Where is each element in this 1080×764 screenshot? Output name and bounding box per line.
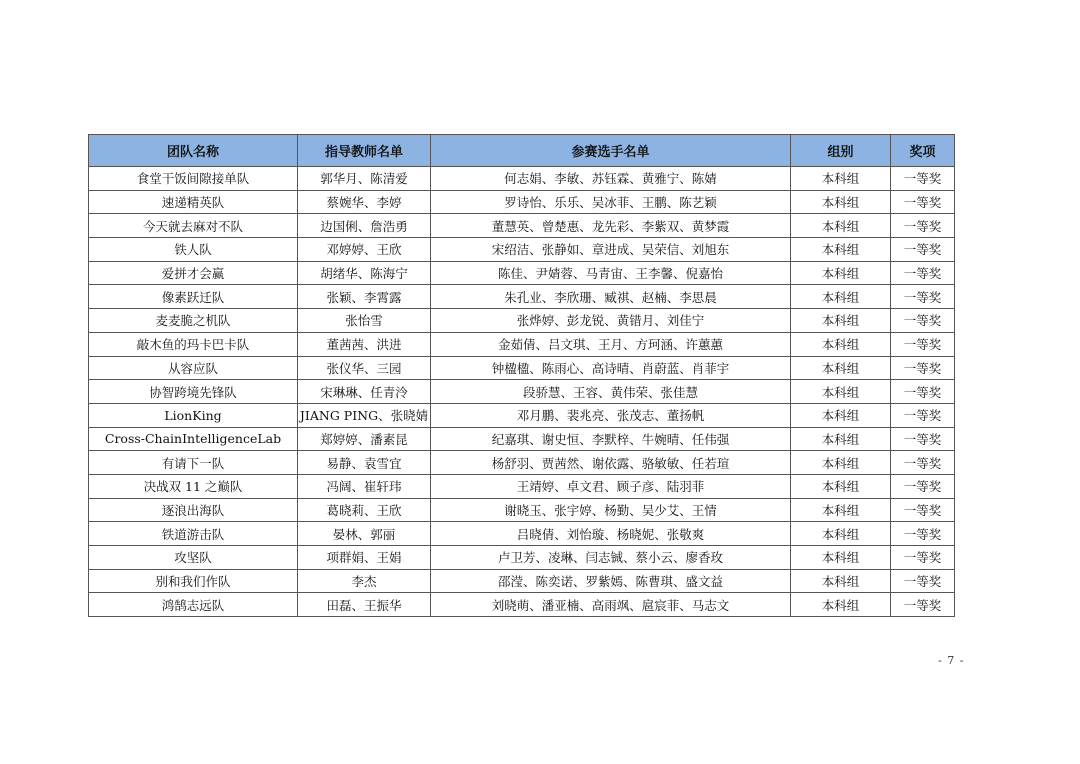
award-cell: 一等奖 xyxy=(891,427,955,451)
group-cell: 本科组 xyxy=(791,451,891,475)
participants-cell: 谢晓玉、张宇婷、杨勤、吴少艾、王情 xyxy=(431,498,791,522)
table-row xyxy=(89,522,955,546)
table-row xyxy=(89,285,955,309)
table-row xyxy=(89,427,955,451)
header-award: 奖项 xyxy=(891,135,955,167)
participants-cell: 董慧英、曾楚惠、龙先彩、李紫双、黄梦霞 xyxy=(431,214,791,238)
team-name-cell: Cross-ChainIntelligenceLab xyxy=(89,427,298,451)
participants-cell: 朱孔业、李欣珊、臧祺、赵楠、李思晨 xyxy=(431,285,791,309)
table-row xyxy=(89,238,955,262)
advisors-cell: 张怡雪 xyxy=(298,309,431,333)
team-name-cell: 从容应队 xyxy=(89,356,298,380)
participants-cell: 段骄慧、王容、黄伟荣、张佳慧 xyxy=(431,380,791,404)
table-row xyxy=(89,546,955,570)
participants-cell: 宋绍洁、张静如、章进成、吴荣信、刘旭东 xyxy=(431,238,791,262)
advisors-cell: 李杰 xyxy=(298,569,431,593)
team-name-cell: 铁道游击队 xyxy=(89,522,298,546)
participants-cell: 吕晓倩、刘怡璇、杨晓妮、张敬爽 xyxy=(431,522,791,546)
award-cell: 一等奖 xyxy=(891,356,955,380)
team-name-cell: 别和我们作队 xyxy=(89,569,298,593)
award-cell: 一等奖 xyxy=(891,546,955,570)
advisors-cell: 邓婷婷、王欣 xyxy=(298,238,431,262)
table-body xyxy=(89,167,955,617)
table-row xyxy=(89,332,955,356)
advisors-cell: 董茜茜、洪进 xyxy=(298,332,431,356)
award-cell: 一等奖 xyxy=(891,261,955,285)
award-cell: 一等奖 xyxy=(891,593,955,617)
participants-cell: 邵滢、陈奕诺、罗紫嫣、陈曹琪、盛文益 xyxy=(431,569,791,593)
team-name-cell: 今天就去麻对不队 xyxy=(89,214,298,238)
team-name-cell: 敲木鱼的玛卡巴卡队 xyxy=(89,332,298,356)
header-participants: 参赛选手名单 xyxy=(431,135,791,167)
participants-cell: 邓月鹏、裴兆亮、张茂志、董扬帆 xyxy=(431,403,791,427)
participants-cell: 钟楹楹、陈雨心、高诗晴、肖蔚蓝、肖菲宇 xyxy=(431,356,791,380)
advisors-cell: 田磊、王振华 xyxy=(298,593,431,617)
advisors-cell: 边国俐、詹浩勇 xyxy=(298,214,431,238)
awards-table xyxy=(88,134,955,617)
award-cell: 一等奖 xyxy=(891,451,955,475)
participants-cell: 卢卫芳、凌琳、闫志铖、蔡小云、廖香玫 xyxy=(431,546,791,570)
table-row xyxy=(89,498,955,522)
award-cell: 一等奖 xyxy=(891,332,955,356)
team-name-cell: 铁人队 xyxy=(89,238,298,262)
group-cell: 本科组 xyxy=(791,356,891,380)
team-name-cell: 有请下一队 xyxy=(89,451,298,475)
group-cell: 本科组 xyxy=(791,546,891,570)
award-cell: 一等奖 xyxy=(891,403,955,427)
group-cell: 本科组 xyxy=(791,214,891,238)
advisors-cell: 易静、袁雪宜 xyxy=(298,451,431,475)
participants-cell: 张烨婷、彭龙锐、黄错月、刘佳宁 xyxy=(431,309,791,333)
advisors-cell: 宋琳琳、任青泠 xyxy=(298,380,431,404)
award-cell: 一等奖 xyxy=(891,569,955,593)
header-team-name: 团队名称 xyxy=(89,135,298,167)
table-row xyxy=(89,380,955,404)
table-row xyxy=(89,569,955,593)
team-name-cell: 逐浪出海队 xyxy=(89,498,298,522)
advisors-cell: 郑婷婷、潘素昆 xyxy=(298,427,431,451)
group-cell: 本科组 xyxy=(791,380,891,404)
table-row xyxy=(89,214,955,238)
participants-cell: 王靖婷、卓文君、顾子彦、陆羽菲 xyxy=(431,474,791,498)
table-row xyxy=(89,190,955,214)
header-advisors: 指导教师名单 xyxy=(298,135,431,167)
group-cell: 本科组 xyxy=(791,238,891,262)
participants-cell: 陈佳、尹婧蓉、马青宙、王李馨、倪嘉怡 xyxy=(431,261,791,285)
award-cell: 一等奖 xyxy=(891,498,955,522)
award-cell: 一等奖 xyxy=(891,238,955,262)
team-name-cell: 速递精英队 xyxy=(89,190,298,214)
table-row xyxy=(89,593,955,617)
award-cell: 一等奖 xyxy=(891,285,955,309)
advisors-cell: 张仪华、三园 xyxy=(298,356,431,380)
participants-cell: 何志娟、李敏、苏钰霖、黄雅宁、陈婧 xyxy=(431,167,791,191)
award-cell: 一等奖 xyxy=(891,309,955,333)
group-cell: 本科组 xyxy=(791,593,891,617)
group-cell: 本科组 xyxy=(791,522,891,546)
table-row xyxy=(89,261,955,285)
award-cell: 一等奖 xyxy=(891,214,955,238)
team-name-cell: LionKing xyxy=(89,403,298,427)
participants-cell: 纪嘉琪、谢史恒、李默梓、牛婉晴、任伟强 xyxy=(431,427,791,451)
group-cell: 本科组 xyxy=(791,427,891,451)
group-cell: 本科组 xyxy=(791,403,891,427)
team-name-cell: 像素跃迁队 xyxy=(89,285,298,309)
advisors-cell: 胡绪华、陈海宁 xyxy=(298,261,431,285)
group-cell: 本科组 xyxy=(791,167,891,191)
advisors-cell: 郭华月、陈清爱 xyxy=(298,167,431,191)
team-name-cell: 鸿鹄志远队 xyxy=(89,593,298,617)
advisors-cell: 项群娟、王娟 xyxy=(298,546,431,570)
advisors-cell: 葛晓莉、王欣 xyxy=(298,498,431,522)
award-cell: 一等奖 xyxy=(891,380,955,404)
group-cell: 本科组 xyxy=(791,285,891,309)
team-name-cell: 攻坚队 xyxy=(89,546,298,570)
page-number: - 7 - xyxy=(938,654,965,667)
group-cell: 本科组 xyxy=(791,309,891,333)
advisors-cell: 蔡婉华、李婷 xyxy=(298,190,431,214)
table-row xyxy=(89,403,955,427)
team-name-cell: 决战双 11 之巅队 xyxy=(89,474,298,498)
award-cell: 一等奖 xyxy=(891,167,955,191)
award-cell: 一等奖 xyxy=(891,522,955,546)
team-name-cell: 食堂干饭间隙接单队 xyxy=(89,167,298,191)
table-row xyxy=(89,474,955,498)
participants-cell: 刘晓萌、潘亚楠、高雨飒、扈宸菲、马志文 xyxy=(431,593,791,617)
participants-cell: 金茹倩、吕文琪、王月、方珂涵、许蕙蕙 xyxy=(431,332,791,356)
group-cell: 本科组 xyxy=(791,261,891,285)
participants-cell: 杨舒羽、贾茜然、谢依露、骆敏敏、任若瑄 xyxy=(431,451,791,475)
team-name-cell: 爱拼才会赢 xyxy=(89,261,298,285)
group-cell: 本科组 xyxy=(791,474,891,498)
participants-cell: 罗诗怡、乐乐、吴冰菲、王鹏、陈艺颖 xyxy=(431,190,791,214)
award-cell: 一等奖 xyxy=(891,474,955,498)
header-group: 组别 xyxy=(791,135,891,167)
team-name-cell: 协智跨境先锋队 xyxy=(89,380,298,404)
table-row xyxy=(89,451,955,475)
group-cell: 本科组 xyxy=(791,498,891,522)
table-row xyxy=(89,167,955,191)
table-row xyxy=(89,356,955,380)
advisors-cell: 晏林、郭丽 xyxy=(298,522,431,546)
advisors-cell: 冯阔、崔轩玮 xyxy=(298,474,431,498)
award-cell: 一等奖 xyxy=(891,190,955,214)
group-cell: 本科组 xyxy=(791,332,891,356)
advisors-cell: 张颖、李霄露 xyxy=(298,285,431,309)
table-row xyxy=(89,309,955,333)
advisors-cell: JIANG PING、张晓婧 xyxy=(298,403,431,427)
group-cell: 本科组 xyxy=(791,190,891,214)
group-cell: 本科组 xyxy=(791,569,891,593)
table-header-row xyxy=(89,135,955,167)
team-name-cell: 麦麦脆之机队 xyxy=(89,309,298,333)
